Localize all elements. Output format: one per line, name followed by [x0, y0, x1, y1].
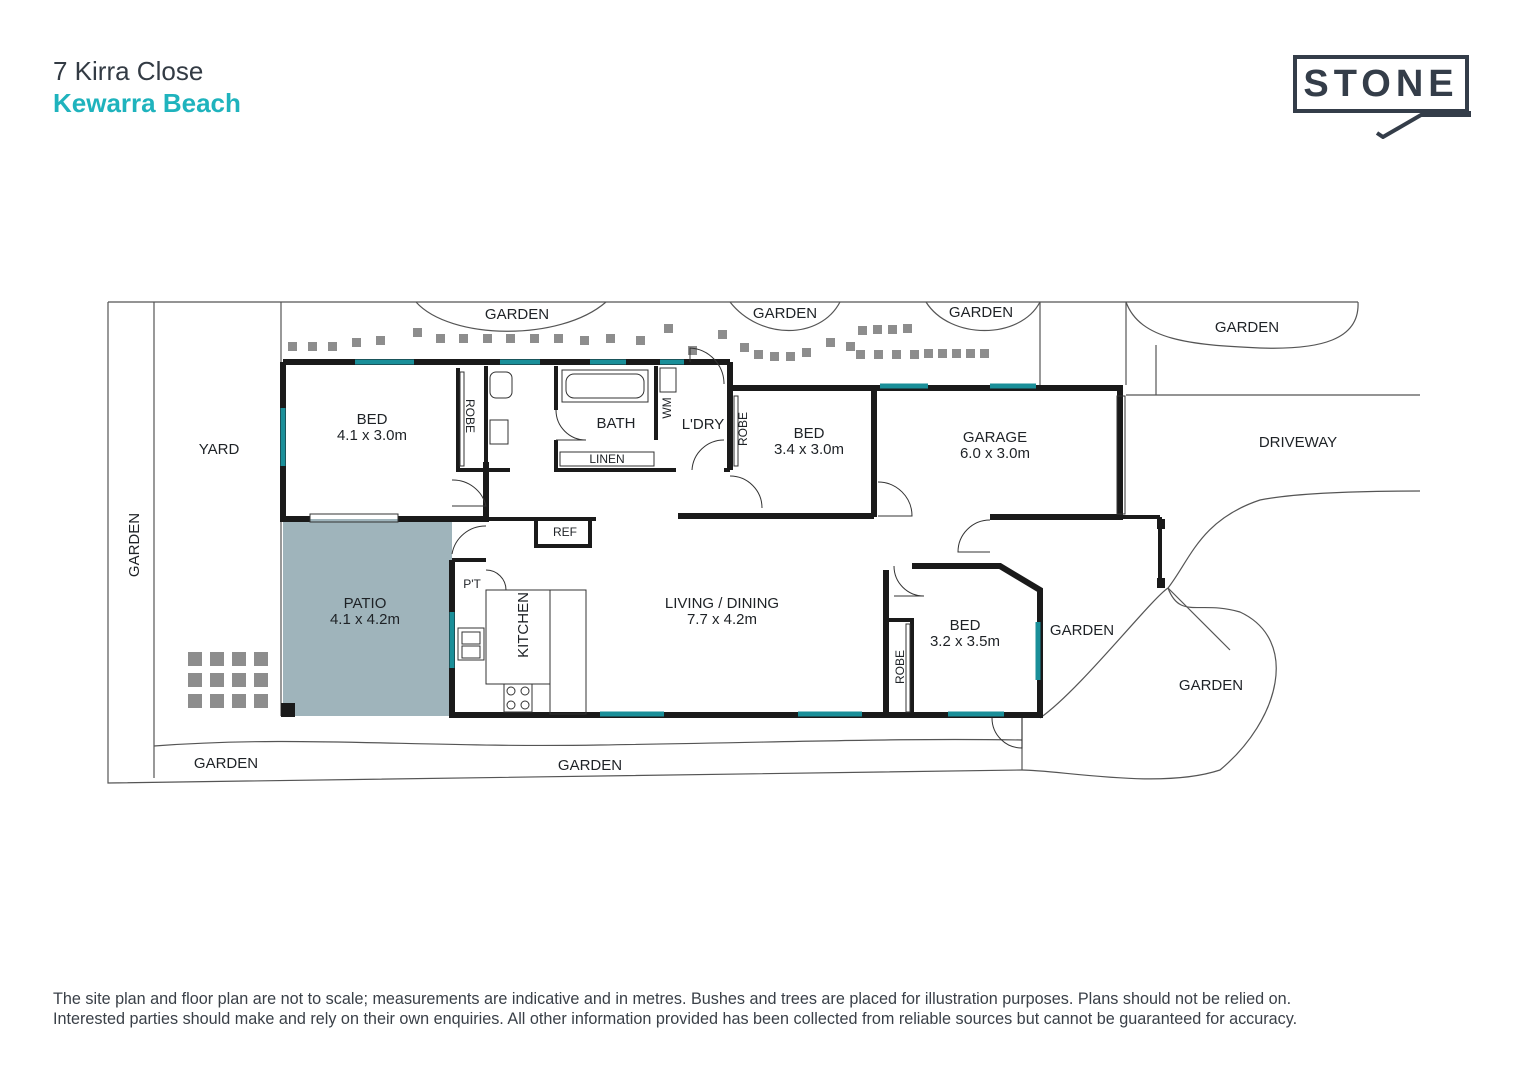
robe3-label: ROBE: [893, 649, 907, 685]
laundry-label: L'DRY: [681, 416, 725, 433]
ref-label: REF: [553, 525, 577, 539]
bed3-size: 3.2 x 3.5m: [929, 633, 1001, 650]
garden-label-southeast: GARDEN: [1178, 677, 1244, 694]
garden-edge-east: [1040, 588, 1168, 718]
address-suburb: Kewarra Beach: [53, 88, 241, 118]
disclaimer: [53, 989, 1483, 1029]
bed1-size: 4.1 x 3.0m: [336, 427, 408, 444]
bed2-name: BED: [793, 425, 825, 442]
garden-label-southwest: GARDEN: [193, 755, 259, 772]
patio-post: [281, 703, 295, 717]
garden-label-east: GARDEN: [1049, 622, 1115, 639]
disclaimer-line-2: Interested parties should make and rely on their own enquiries. All other information provided has been collected from reliable sources but cannot be guaranteed for accuracy.: [53, 1010, 1298, 1028]
bed3-name: BED: [949, 617, 981, 634]
yard-label: YARD: [198, 441, 240, 458]
address-street: 7 Kirra Close: [53, 56, 204, 86]
bath-label: BATH: [596, 415, 636, 432]
garden-label-north-1: GARDEN: [484, 306, 550, 323]
logo-text: STONE: [1303, 63, 1459, 105]
garden-label-south: GARDEN: [557, 757, 623, 774]
path-line: [1168, 588, 1230, 650]
garage-size: 6.0 x 3.0m: [959, 445, 1031, 462]
kitchen-label: KITCHEN: [515, 592, 532, 658]
garden-label-west: GARDEN: [126, 512, 143, 578]
patio-size: 4.1 x 4.2m: [329, 611, 401, 628]
garden-label-north-2: GARDEN: [752, 305, 818, 322]
linen-label: LINEN: [589, 452, 625, 466]
bed1-name: BED: [356, 411, 388, 428]
inner-walls: [452, 366, 1160, 715]
living-name: LIVING / DINING: [664, 595, 780, 612]
garage-name: GARAGE: [962, 429, 1028, 446]
bed2-size: 3.4 x 3.0m: [773, 441, 845, 458]
robe1-label: ROBE: [463, 398, 477, 434]
driveway-bottom: [1168, 491, 1420, 588]
wm-label: WM: [660, 397, 674, 419]
pantry-label: P'T: [463, 577, 481, 591]
garden-label-northeast: GARDEN: [1214, 319, 1280, 336]
driveway-label: DRIVEWAY: [1258, 434, 1338, 451]
robe2-label: ROBE: [736, 411, 750, 447]
patio-name: PATIO: [343, 595, 387, 612]
garden-edge-south: [154, 739, 1022, 746]
garden-label-north-3: GARDEN: [948, 304, 1014, 321]
living-size: 7.7 x 4.2m: [686, 611, 758, 628]
disclaimer-line-1: The site plan and floor plan are not to scale; measurements are indicative and in metres. Bushes and trees are placed for illustration purposes. Plans should not be relied on.: [53, 990, 1292, 1008]
